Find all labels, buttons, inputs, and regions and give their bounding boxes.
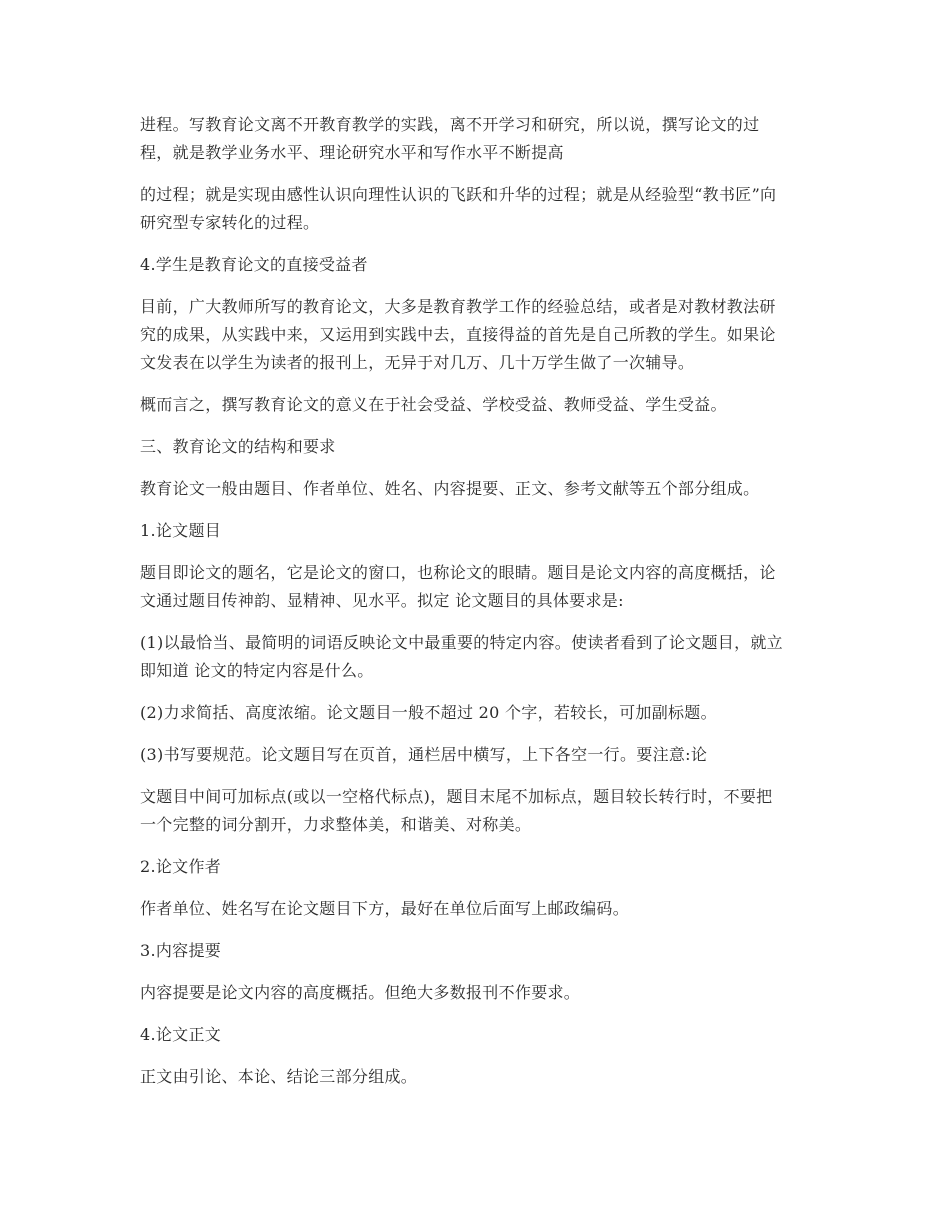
text-line: 概而言之，撰写教育论文的意义在于社会受益、学校受益、教师受益、学生受益。 [140, 395, 727, 414]
text-line: 研究型专家转化的过程。 [140, 213, 320, 232]
paragraph [140, 391, 812, 419]
paragraph [140, 559, 812, 615]
text-line: 一个完整的词分割开，力求整体美，和谐美、对称美。 [140, 815, 532, 834]
text-line: 正文由引论、本论、结论三部分组成。 [140, 1067, 418, 1086]
text-line: (2)力求简括、高度浓缩。论文题目一般不超过 20 个字，若较长，可加副标题。 [140, 703, 717, 722]
text-line: 文题目中间可加标点(或以一空格代标点)，题目末尾不加标点，题目较长转行时，不要把 [140, 787, 773, 806]
paragraph [140, 699, 812, 727]
text-line: 进程。写教育论文离不开教育教学的实践，离不开学习和研究，所以说，撰写论文的过 [140, 115, 760, 134]
section-heading [140, 937, 812, 965]
document-body [140, 111, 812, 1105]
text-line: 题目即论文的题名，它是论文的窗口，也称论文的眼睛。题目是论文内容的高度概括，论 [140, 563, 776, 582]
section-heading [140, 1021, 812, 1049]
text-line: 文发表在以学生为读者的报刊上，无异于对几万、几十万学生做了一次辅导。 [140, 353, 695, 372]
text-line: (1)以最恰当、最简明的词语反映论文中最重要的特定内容。使读者看到了论文题目，就立 [140, 633, 783, 652]
section-heading [140, 251, 812, 279]
text-line: 文通过题目传神韵、显精神、见水平。拟定 论文题目的具体要求是: [140, 591, 624, 610]
text-line: 程，就是教学业务水平、理论研究水平和写作水平不断提高 [140, 143, 564, 162]
section-heading [140, 853, 812, 881]
paragraph [140, 979, 812, 1007]
paragraph [140, 293, 812, 377]
paragraph [140, 475, 812, 503]
text-line: 三、教育论文的结构和要求 [140, 437, 336, 456]
section-heading [140, 517, 812, 545]
text-line: 4.论文正文 [140, 1025, 222, 1044]
text-line: 目前，广大教师所写的教育论文，大多是教育教学工作的经验总结，或者是对教材教法研 [140, 297, 776, 316]
text-line: 内容提要是论文内容的高度概括。但绝大多数报刊不作要求。 [140, 983, 581, 1002]
text-line: 2.论文作者 [140, 857, 222, 876]
paragraph [140, 181, 812, 237]
text-line: 作者单位、姓名写在论文题目下方，最好在单位后面写上邮政编码。 [140, 899, 630, 918]
text-line: 究的成果，从实践中来，又运用到实践中去，直接得益的首先是自己所教的学生。如果论 [140, 325, 776, 344]
text-line: 教育论文一般由题目、作者单位、姓名、内容提要、正文、参考文献等五个部分组成。 [140, 479, 760, 498]
section-heading [140, 433, 812, 461]
text-line: 的过程；就是实现由感性认识向理性认识的飞跃和升华的过程；就是从经验型“教书匠”向 [140, 185, 777, 204]
text-line: 3.内容提要 [140, 941, 222, 960]
paragraph [140, 1063, 812, 1091]
paragraph [140, 895, 812, 923]
text-line: 即知道 论文的特定内容是什么。 [140, 661, 374, 680]
text-line: 4.学生是教育论文的直接受益者 [140, 255, 368, 274]
paragraph [140, 783, 812, 839]
paragraph [140, 111, 812, 167]
paragraph [140, 629, 812, 685]
paragraph [140, 741, 812, 769]
text-line: 1.论文题目 [140, 521, 222, 540]
text-line: (3)书写要规范。论文题目写在页首，通栏居中横写，上下各空一行。要注意:论 [140, 745, 708, 764]
